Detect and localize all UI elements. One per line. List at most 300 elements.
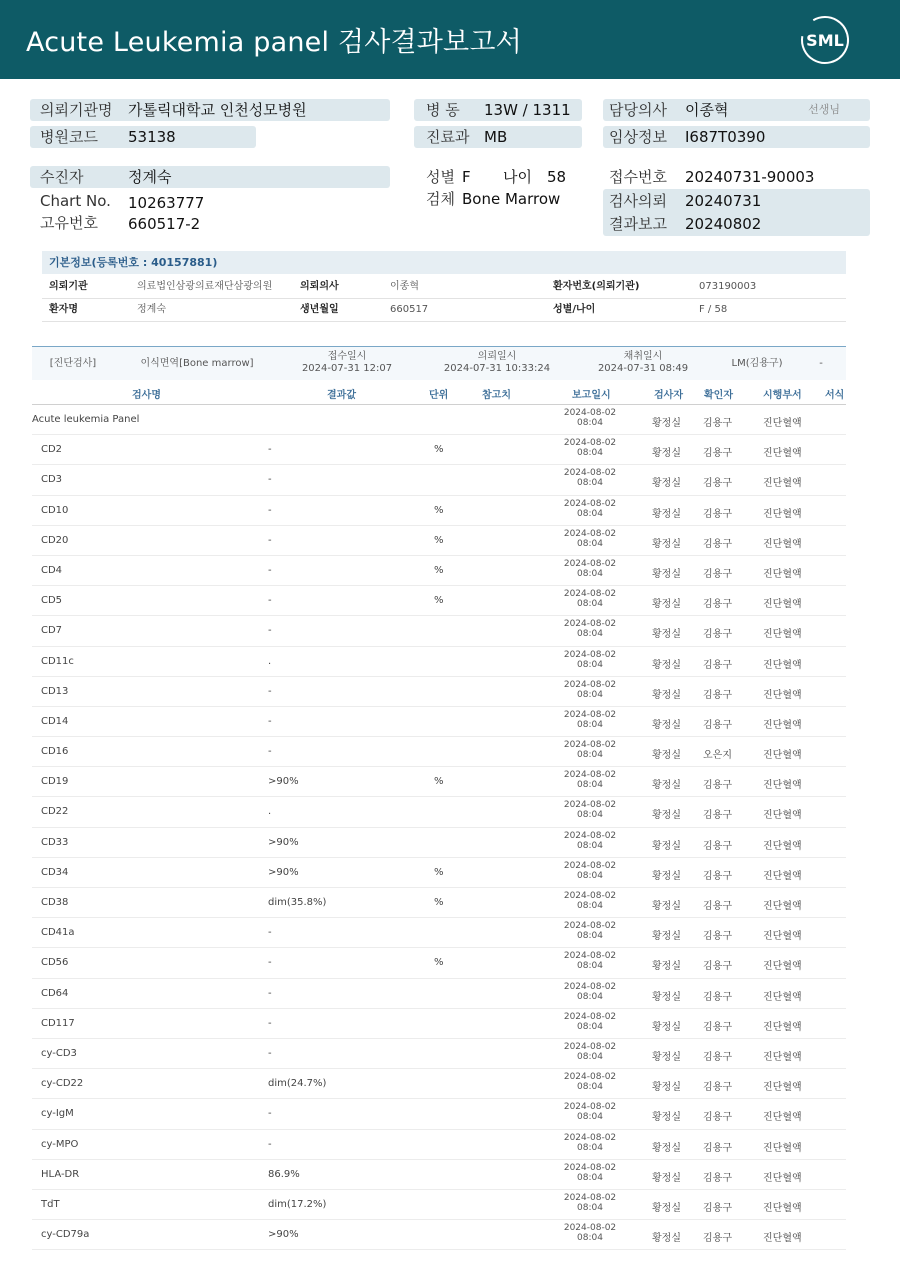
checker: 김용구 [703,629,732,641]
checker: 김용구 [703,870,732,882]
checker: 김용구 [703,1021,732,1033]
specimen-value: Bone Marrow [462,190,561,208]
unique-no-value: 660517-2 [128,215,201,233]
report-time: 08:04 [577,1082,603,1093]
department: 진단혈액 [763,840,802,852]
report-time: 08:04 [577,1051,603,1062]
test-name: CD41a [41,927,75,939]
report-date: 2024-08-02 [563,468,617,479]
table-row [32,918,846,948]
report-time: 08:04 [577,840,603,851]
test-result: - [268,1108,272,1120]
test-result: - [268,444,272,456]
test-name: CD33 [41,836,69,848]
checker: 김용구 [703,961,732,973]
svg-text:SML: SML [806,31,844,50]
report-datetime [560,438,620,458]
test-result: >90% [268,1229,299,1241]
table-row [32,1039,846,1069]
report-date: 2024-08-02 [563,438,617,449]
test-result: >90% [268,866,299,878]
tester: 황정실 [652,719,681,731]
report-time: 08:04 [577,991,603,1002]
department: 진단혈액 [763,538,802,550]
report-time: 08:04 [577,1172,603,1183]
test-name: HLA-DR [41,1168,80,1180]
report-time: 08:04 [577,1233,603,1244]
tester: 황정실 [652,991,681,1003]
report-date: 2024-08-02 [563,649,617,660]
report-time: 08:04 [577,870,603,881]
test-name: TdT [41,1198,60,1210]
checker: 김용구 [703,568,732,580]
test-name: CD11c [41,655,74,667]
report-datetime [560,1012,620,1032]
test-result: dim(24.7%) [268,1078,327,1090]
checker: 김용구 [703,931,732,943]
test-result: 86.9% [268,1168,300,1180]
report-time: 08:04 [577,1112,603,1123]
test-result: - [268,474,272,486]
report-datetime [560,1223,620,1243]
tester: 황정실 [652,418,681,429]
test-result: . [268,806,272,818]
test-result: dim(35.8%) [268,897,327,908]
department: 진단혈액 [763,689,802,701]
table-row [32,707,846,737]
report-datetime [560,891,620,911]
checker: 김용구 [703,659,732,671]
tester: 황정실 [652,931,681,943]
chart-no-value: 10263777 [128,194,205,212]
ward-value: 13W / 1311 [484,101,571,119]
report-datetime [560,982,620,1002]
table-row [32,405,846,435]
test-result: - [268,564,272,576]
table-row [32,767,846,797]
table-row [32,496,846,526]
table-row [32,677,846,707]
checker: 김용구 [703,1142,732,1154]
tester: 황정실 [652,1112,681,1124]
tester: 황정실 [652,1021,681,1033]
checker: 김용구 [703,448,732,460]
report-datetime [560,408,620,428]
department: 진단혈액 [763,750,802,762]
department: 진단혈액 [763,448,802,460]
report-datetime [560,1133,620,1153]
test-name: cy-IgM [41,1108,74,1120]
doctor-value: 이종혁 [685,101,729,119]
report-time: 08:04 [577,659,603,670]
report-date: 2024-08-02 [563,891,617,901]
tester: 황정실 [652,961,681,973]
checker: 김용구 [703,689,732,701]
report-date: 2024-08-02 [563,951,617,962]
report-value: 20240802 [685,215,762,233]
specimen-field: 검체 Bone Marrow [426,190,561,208]
report-datetime [560,1163,620,1183]
table-row [32,1220,846,1250]
chart-no-field: Chart No. 10263777 [40,192,205,212]
test-result: >90% [268,776,299,788]
report-datetime [560,1072,620,1092]
report-datetime [560,831,620,851]
test-name: CD64 [41,987,69,999]
table-row [32,828,846,858]
age-value: 58 [547,168,567,186]
report-time: 08:04 [577,961,603,972]
report-datetime [560,680,620,700]
checker: 김용구 [703,478,732,490]
report-time: 08:04 [577,538,603,549]
test-unit: % [434,866,444,878]
tester: 황정실 [652,1172,681,1184]
tester: 황정실 [652,810,681,822]
tester: 황정실 [652,629,681,641]
test-result: - [268,625,272,637]
department: 진단혈액 [763,780,802,792]
report-time: 08:04 [577,629,603,640]
basic-info-row: 환자명 정계숙 생년월일 660517 성별/나이 F / 58 [42,299,846,322]
test-name: CD3 [41,474,63,486]
test-name: CD20 [41,534,69,546]
request-report-field: 검사의뢰 20240731 결과보고 20240802 [603,189,870,236]
tester: 황정실 [652,780,681,792]
test-result: - [268,685,272,697]
checker: 김용구 [703,508,732,520]
receipt-value: 20240731-90003 [685,168,815,186]
checker: 김용구 [703,1051,732,1063]
tester: 황정실 [652,1202,681,1214]
test-name: CD14 [41,715,69,727]
test-name: cy-CD22 [41,1078,84,1090]
test-result: - [268,595,272,607]
tester: 황정실 [652,508,681,520]
checker: 김용구 [703,1202,732,1214]
test-unit: % [434,776,444,788]
test-name: CD2 [41,444,63,456]
report-date: 2024-08-02 [563,1223,617,1234]
report-time: 08:04 [577,418,603,428]
institution-value: 가톨릭대학교 인천성모병원 [128,101,307,119]
hospital-code-field: 병원코드 53138 [30,126,256,148]
report-date: 2024-08-02 [563,1192,617,1203]
request-value: 20240731 [685,192,762,210]
test-result: . [268,655,272,667]
tester: 황정실 [652,1233,681,1245]
checker: 김용구 [703,538,732,550]
table-row [32,616,846,646]
report-date: 2024-08-02 [563,1162,617,1173]
table-row [32,526,846,556]
report-datetime [560,529,620,549]
report-date: 2024-08-02 [563,860,617,871]
report-datetime [560,499,620,519]
department: 진단혈액 [763,478,802,490]
test-result: - [268,1047,272,1059]
report-datetime [560,740,620,760]
table-row [32,858,846,888]
unique-no-field: 고유번호 660517-2 [40,214,201,233]
test-result: >90% [268,836,299,848]
department: 진단혈액 [763,931,802,943]
checker: 김용구 [703,901,732,912]
recipient-value: 정계숙 [128,168,172,186]
department: 진단혈액 [763,418,802,429]
test-name: CD13 [41,685,69,697]
checker: 오은지 [703,750,732,762]
checker: 김용구 [703,599,732,611]
doctor-field: 담당의사 이종혁 선생님 [603,99,870,121]
tester: 황정실 [652,750,681,762]
test-unit: % [434,444,444,456]
test-name: Acute leukemia Panel [32,414,140,425]
test-result: - [268,1017,272,1029]
report-datetime [560,589,620,609]
report-datetime [560,770,620,790]
clinical-field: 임상정보 I687T0390 [603,126,870,148]
department: 진단혈액 [763,508,802,520]
checker: 김용구 [703,1233,732,1245]
report-date: 2024-08-02 [563,679,617,690]
department: 진단혈액 [763,810,802,822]
report-date: 2024-08-02 [563,921,617,932]
tester: 황정실 [652,840,681,852]
report-datetime [560,559,620,579]
department: 진단혈액 [763,901,802,912]
report-datetime [560,951,620,971]
table-row [32,1009,846,1039]
report-time: 08:04 [577,478,603,489]
test-name: CD10 [41,504,69,516]
institution-field: 의뢰기관명 가톨릭대학교 인천성모병원 [30,99,390,121]
checker: 김용구 [703,418,732,429]
tester: 황정실 [652,599,681,611]
table-row [32,797,846,827]
table-row [32,948,846,978]
tester: 황정실 [652,1082,681,1094]
tester: 황정실 [652,478,681,490]
table-row [32,1130,846,1160]
ward-field: 병 동 13W / 1311 [414,99,582,121]
hospital-code-value: 53138 [128,128,176,146]
report-time: 08:04 [577,1142,603,1153]
report-date: 2024-08-02 [563,981,617,992]
test-name: cy-CD79a [41,1229,90,1241]
test-unit: % [434,564,444,576]
dept-field: 진료과 MB [414,126,582,148]
sex-age-field: 성별 F 나이 58 [426,168,567,186]
report-time: 08:04 [577,780,603,791]
table-row [32,979,846,1009]
report-datetime [560,619,620,639]
report-date: 2024-08-02 [563,589,617,600]
test-name: cy-MPO [41,1138,79,1150]
table-row [32,737,846,767]
test-name: CD34 [41,866,69,878]
report-date: 2024-08-02 [563,770,617,781]
test-unit: % [434,504,444,516]
table-row [32,1069,846,1099]
test-result: - [268,957,272,969]
report-datetime [560,650,620,670]
test-result: - [268,504,272,516]
report-date: 2024-08-02 [563,830,617,841]
table-row [32,465,846,495]
test-name: CD7 [41,625,63,637]
report-time: 08:04 [577,689,603,700]
checker: 김용구 [703,1172,732,1184]
tester: 황정실 [652,659,681,671]
sml-logo [799,14,851,66]
report-datetime [560,921,620,941]
tester: 황정실 [652,538,681,550]
test-result: - [268,987,272,999]
test-header: [진단검사] 이식면역[Bone marrow] 접수일시 2024-07-31 12:07 의뢰일시 2024-07-31 10:33:24 채취일시 2024-07-31 08:49 LM(김용구) - [32,346,846,380]
report-datetime [560,1102,620,1122]
table-row [32,435,846,465]
department: 진단혈액 [763,1051,802,1063]
table-row [32,556,846,586]
report-date: 2024-08-02 [563,1041,617,1052]
report-datetime [560,800,620,820]
report-time: 08:04 [577,901,603,911]
test-unit: % [434,534,444,546]
test-name: CD56 [41,957,69,969]
dept-value: MB [484,128,508,146]
clinical-value: I687T0390 [685,128,766,146]
department: 진단혈액 [763,1202,802,1214]
receipt-field: 접수번호 20240731-90003 [609,168,815,186]
department: 진단혈액 [763,1172,802,1184]
basic-info-table [42,276,846,322]
test-unit: % [434,897,444,908]
test-name: CD22 [41,806,69,818]
checker: 김용구 [703,719,732,731]
report-time: 08:04 [577,719,603,730]
checker: 김용구 [703,780,732,792]
checker: 김용구 [703,1112,732,1124]
report-datetime [560,1042,620,1062]
test-name: CD16 [41,746,69,758]
table-row [32,1099,846,1129]
report-date: 2024-08-02 [563,1072,617,1083]
report-date: 2024-08-02 [563,528,617,539]
tester: 황정실 [652,1051,681,1063]
table-row [32,586,846,616]
test-unit: % [434,957,444,969]
report-datetime [560,861,620,881]
test-result: - [268,746,272,758]
test-name: CD19 [41,776,69,788]
report-date: 2024-08-02 [563,1102,617,1113]
checker: 김용구 [703,1082,732,1094]
report-date: 2024-08-02 [563,498,617,509]
table-row [32,1160,846,1190]
basic-info-title: 기본정보(등록번호 : 40157881) [42,251,846,274]
test-result: - [268,534,272,546]
test-result: dim(17.2%) [268,1198,327,1210]
report-time: 08:04 [577,448,603,459]
report-date: 2024-08-02 [563,709,617,720]
results-column-header: 검사명 결과값 단위 참고치 보고일시 검사자 확인자 시행부서 서식 [32,381,846,405]
test-name: CD5 [41,595,63,607]
department: 진단혈액 [763,1082,802,1094]
department: 진단혈액 [763,1112,802,1124]
report-datetime [560,1193,620,1213]
report-time: 08:04 [577,1021,603,1032]
report-title: Acute Leukemia panel 검사결과보고서 [26,27,522,58]
department: 진단혈액 [763,1233,802,1245]
tester: 황정실 [652,870,681,882]
tester: 황정실 [652,568,681,580]
test-result: - [268,927,272,939]
table-row [32,647,846,677]
results-table [32,405,846,1250]
tester: 황정실 [652,1142,681,1154]
recipient-field: 수진자 정계숙 [30,166,390,188]
doctor-suffix: 선생님 [808,103,840,116]
checker: 김용구 [703,991,732,1003]
report-time: 08:04 [577,599,603,610]
table-row [32,888,846,918]
tester: 황정실 [652,448,681,460]
report-date: 2024-08-02 [563,1011,617,1022]
checker: 김용구 [703,810,732,822]
report-time: 08:04 [577,810,603,821]
test-name: CD4 [41,564,63,576]
report-date: 2024-08-02 [563,740,617,751]
test-result: - [268,715,272,727]
department: 진단혈액 [763,961,802,973]
test-result: - [268,1138,272,1150]
report-datetime [560,710,620,730]
report-time: 08:04 [577,568,603,579]
report-date: 2024-08-02 [563,1132,617,1143]
report-date: 2024-08-02 [563,558,617,569]
department: 진단혈액 [763,991,802,1003]
basic-info-row: 의뢰기관 의료법인삼광의료재단삼광의원 의뢰의사 이종혁 환자번호(의뢰기관) 073190003 [42,276,846,299]
department: 진단혈액 [763,1142,802,1154]
test-name: cy-CD3 [41,1047,77,1059]
report-time: 08:04 [577,931,603,942]
checker: 김용구 [703,840,732,852]
report-date: 2024-08-02 [563,408,617,418]
report-datetime [560,468,620,488]
report-time: 08:04 [577,750,603,761]
department: 진단혈액 [763,599,802,611]
report-time: 08:04 [577,1202,603,1213]
header-banner [0,0,900,79]
table-row [32,1190,846,1220]
report-date: 2024-08-02 [563,800,617,811]
department: 진단혈액 [763,629,802,641]
test-name: CD117 [41,1017,75,1029]
department: 진단혈액 [763,719,802,731]
department: 진단혈액 [763,870,802,882]
department: 진단혈액 [763,659,802,671]
department: 진단혈액 [763,568,802,580]
test-unit: % [434,595,444,607]
report-date: 2024-08-02 [563,619,617,630]
tester: 황정실 [652,689,681,701]
report-time: 08:04 [577,508,603,519]
test-name: CD38 [41,897,69,908]
department: 진단혈액 [763,1021,802,1033]
sex-value: F [462,168,471,186]
tester: 황정실 [652,901,681,912]
